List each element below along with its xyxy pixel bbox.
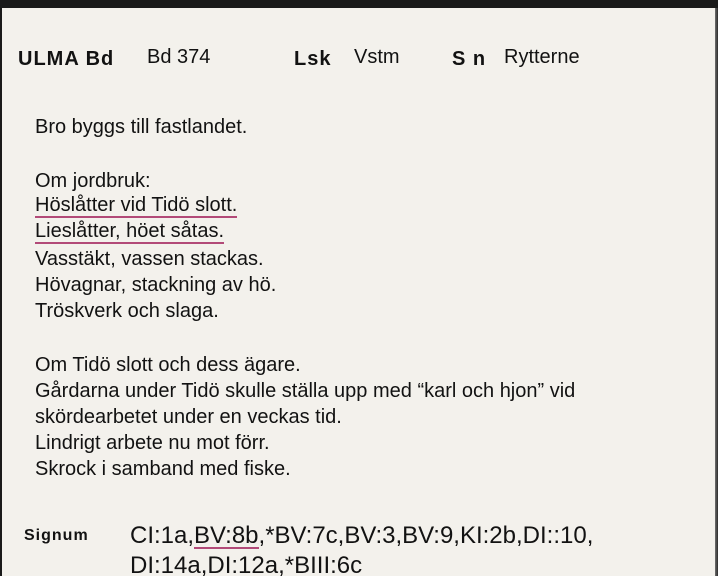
- tido-heading: Om Tidö slott och dess ägare.: [35, 354, 301, 376]
- signum-code-pre: CI:1a,: [130, 522, 195, 549]
- signum-codes-line-1: [130, 522, 593, 550]
- agri-item: Vasstäkt, vassen stackas.: [35, 248, 264, 270]
- intro-line: Bro byggs till fastlandet.: [35, 116, 248, 138]
- underlined-text: Lieslåtter, höet såtas.: [35, 220, 225, 242]
- tido-line: skördearbetet under en veckas tid.: [35, 406, 342, 428]
- tido-line: Skrock i samband med fiske.: [35, 458, 291, 480]
- lsk-value: Vstm: [354, 46, 400, 68]
- sn-label: S n: [452, 48, 487, 70]
- agri-item: [35, 220, 224, 244]
- underlined-text: Höslåtter vid Tidö slott.: [35, 194, 238, 216]
- agri-heading: Om jordbruk:: [35, 170, 151, 192]
- tido-line: Gårdarna under Tidö skulle ställa upp med “karl och hjon” vid: [35, 380, 576, 402]
- archive-card: [2, 8, 718, 576]
- tido-line: Lindrigt arbete nu mot förr.: [35, 432, 270, 454]
- signum-code-post: ,*BV:7c,BV:3,BV:9,KI:2b,DI::10,: [258, 522, 594, 549]
- ulma-label: ULMA Bd: [18, 48, 115, 70]
- signum-code-underlined: BV:8b: [194, 522, 259, 549]
- signum-codes-line-2: DI:14a,DI:12a,*BIII:6c: [130, 552, 363, 576]
- signum-label: Signum: [24, 527, 89, 544]
- lsk-label: Lsk: [294, 48, 332, 70]
- sn-value: Rytterne: [504, 46, 580, 68]
- agri-item: [35, 194, 237, 218]
- agri-item: Hövagnar, stackning av hö.: [35, 274, 277, 296]
- agri-item: Tröskverk och slaga.: [35, 300, 219, 322]
- ulma-value: Bd 374: [147, 46, 211, 68]
